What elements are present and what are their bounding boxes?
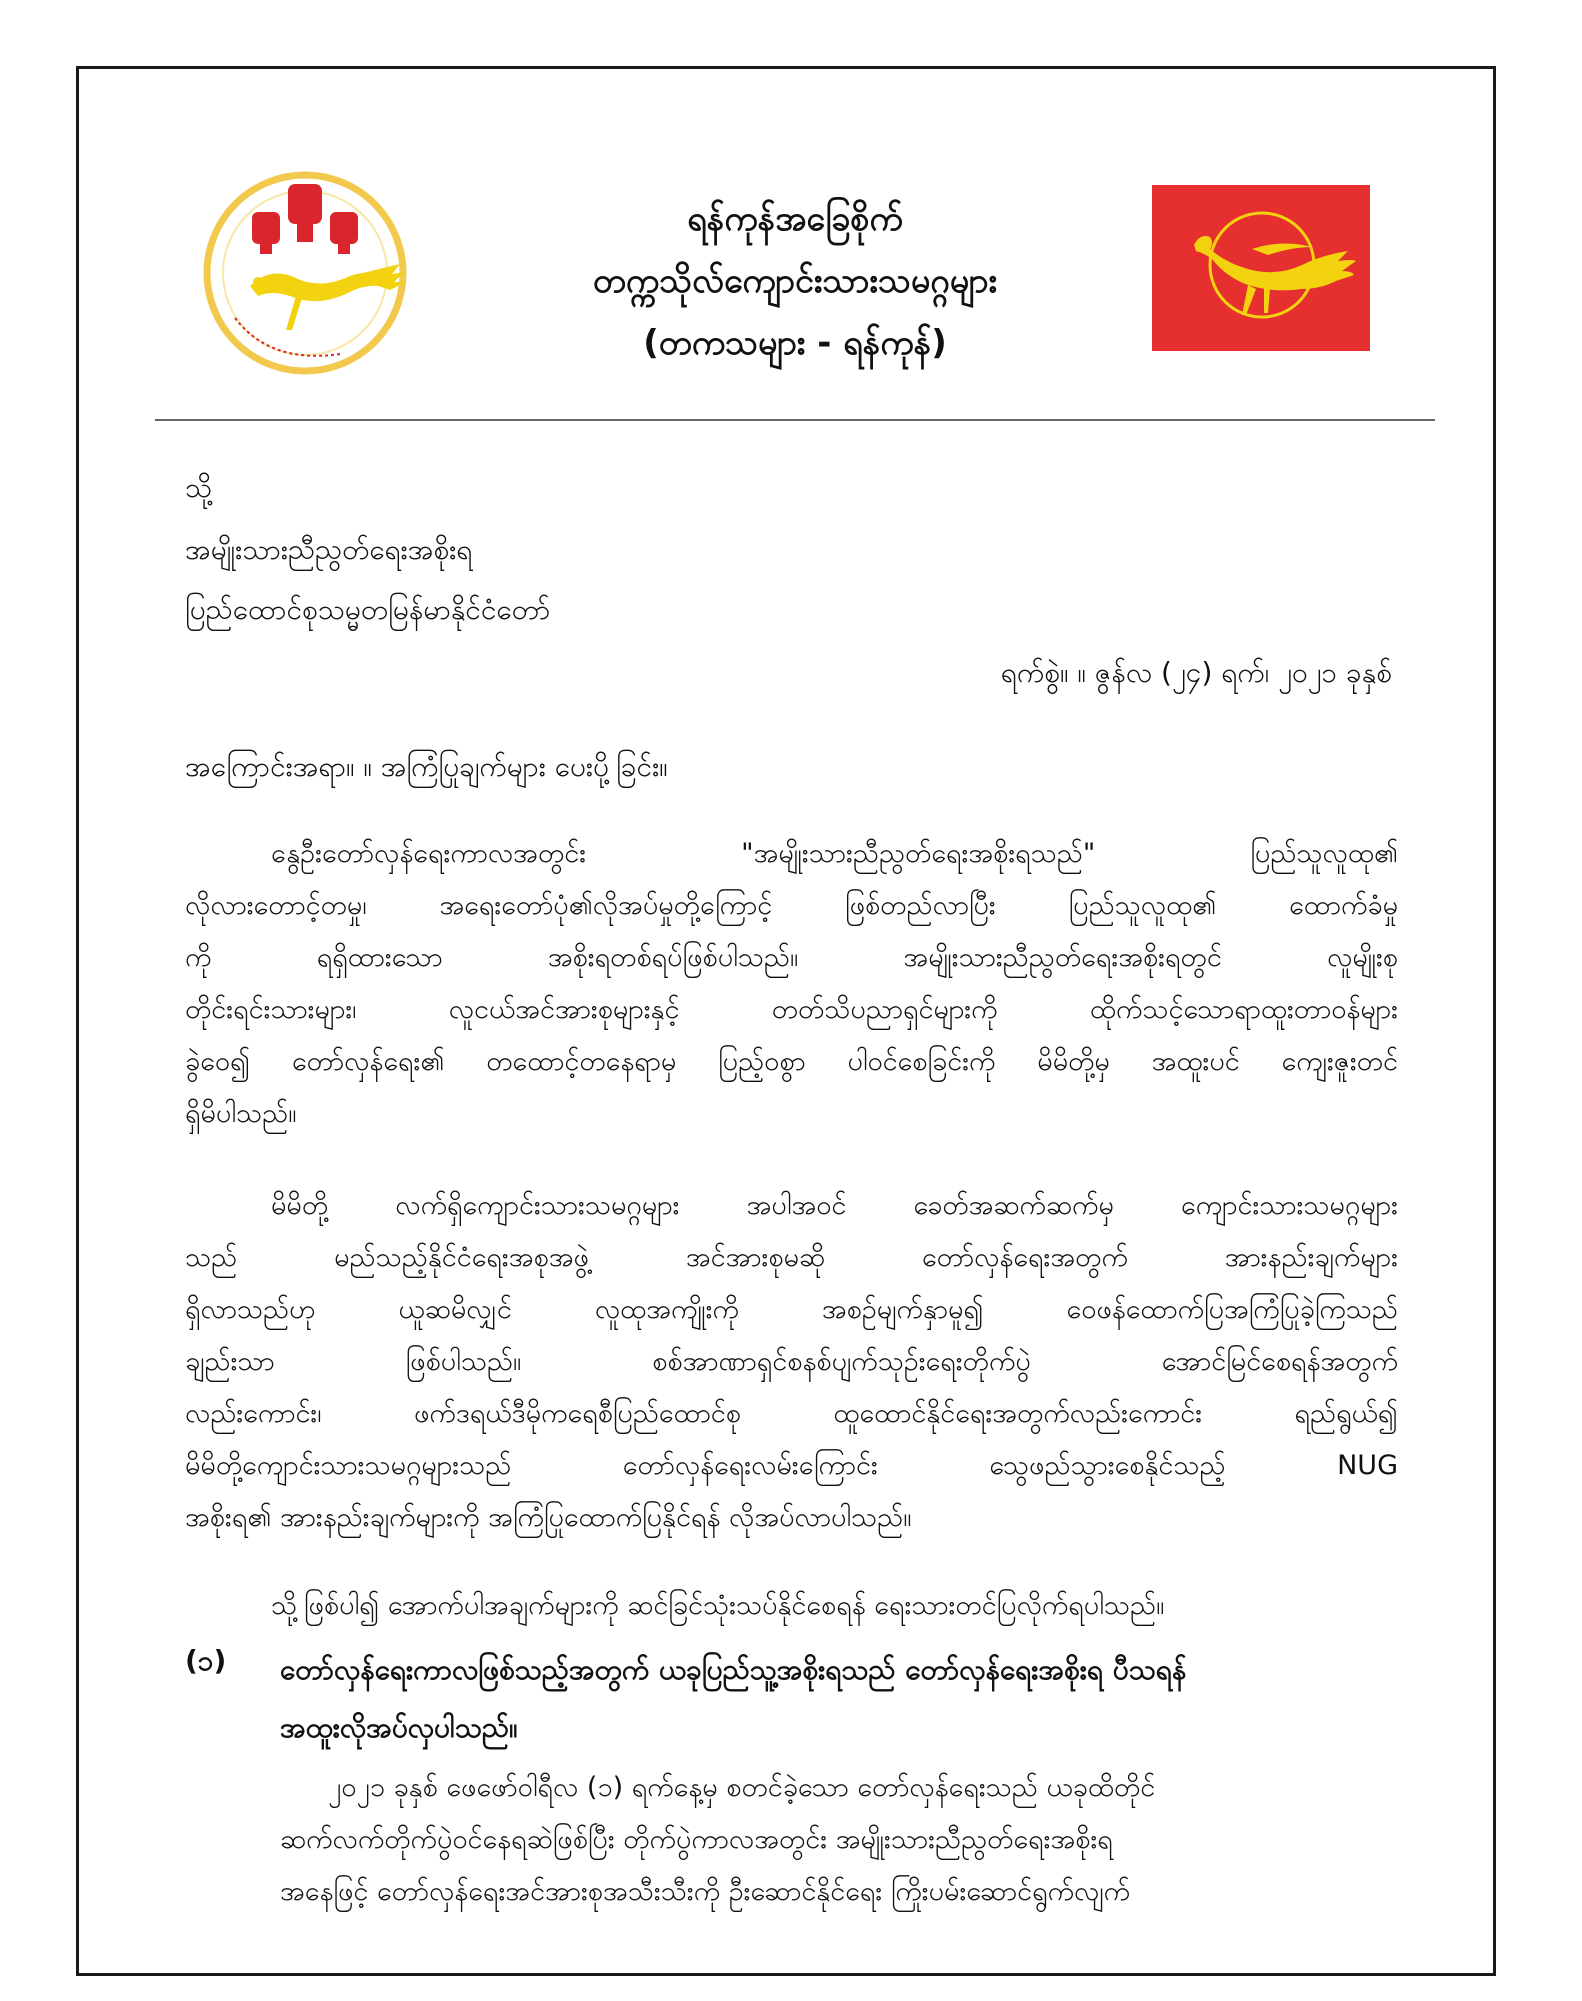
paragraph-line: အစိုးရ၏ အားနည်းချက်များကို အကြံပြုထောက်ပြနိုင်ရန် လိုအပ်လာပါသည်။ — [185, 1502, 912, 1533]
paragraph-line: ရှိမိပါသည်။ — [185, 1098, 297, 1129]
paragraph-line: ဆက်လက်တိုက်ပွဲဝင်နေရဆဲဖြစ်ပြီး တိုက်ပွဲကာလအတွင်း အမျိုးသားညီညွတ်ရေးအစိုးရ — [280, 1824, 1113, 1855]
date: ရက်စွဲ။ ။ ဇွန်လ (၂၄) ရက်၊ ၂၀၂၁ ခုနှစ် — [1000, 656, 1392, 689]
point-1 — [185, 1642, 1398, 1762]
paragraph-1 — [185, 828, 1398, 1140]
paragraph-line: ကို ရရှိထားသော အစိုးရတစ်ရပ်ဖြစ်ပါသည်။ အမျိုးသားညီညွတ်ရေးအစိုးရတွင် လူမျိုးစု — [185, 942, 1398, 973]
subject: အကြောင်းအရာ။ ။ အကြံပြုချက်များ ပေးပို့ခြင်း။ — [185, 750, 668, 783]
paragraph-3 — [185, 1580, 1398, 1632]
recipient: အမျိုးသားညီညွတ်ရေးအစိုးရ — [185, 533, 473, 566]
point-1-body — [280, 1762, 1398, 1918]
paragraph-line: သည် မည်သည့်နိုင်ငံရေးအစုအဖွဲ့ အင်အားစုမဆို တော်လှန်ရေးအတွက် အားနည်းချက်များ — [185, 1242, 1398, 1273]
paragraph-line: သို့ဖြစ်ပါ၍ အောက်ပါအချက်များကို ဆင်ခြင်သုံးသပ်နိုင်စေရန် ရေးသားတင်ပြလိုက်ရပါသည်။ — [271, 1590, 1165, 1621]
paragraph-line: တိုင်းရင်းသားများ၊ လူငယ်အင်အားစုများနှင့် တတ်သိပညာရှင်များကို ထိုက်သင့်သောရာထူးတာဝန်များ — [185, 994, 1398, 1025]
country: ပြည်ထောင်စုသမ္မတမြန်မာနိုင်ငံတော် — [185, 593, 551, 626]
paragraph-line: ခွဲဝေ၍ တော်လှန်ရေး၏ တထောင့်တနေရာမှ ပြည့်ဝစွာ ပါဝင်စေခြင်းကို မိမိတို့မှ အထူးပင် ကျေးဇူးတင် — [185, 1046, 1398, 1077]
paragraph-line: ချည်းသာ ဖြစ်ပါသည်။ စစ်အာဏာရှင်စနစ်ပျက်သုဉ်းရေးတိုက်ပွဲ အောင်မြင်စေရန်အတွက် — [185, 1346, 1398, 1377]
paragraph-line: လိုလားတောင့်တမှု၊ အရေးတော်ပုံ၏လိုအပ်မှုတို့ကြောင့် ဖြစ်တည်လာပြီး ပြည်သူလူထု၏ ထောက်ခံမှု — [185, 890, 1398, 921]
point-heading-line-1: တော်လှန်ရေးကာလဖြစ်သည့်အတွက် ယခုပြည်သူ့အစိုးရသည် တော်လှန်ရေးအစိုးရ ပီသရန် — [280, 1653, 1187, 1686]
paragraph-line: နွေဦးတော်လှန်ရေးကာလအတွင်း "အမျိုးသားညီညွတ်ရေးအစိုးရသည်" ပြည်သူလူထု၏ — [271, 838, 1398, 869]
paragraph-line: မိမိတို့ လက်ရှိကျောင်းသားသမဂ္ဂများ အပါအဝင် ခေတ်အဆက်ဆက်မှ ကျောင်းသားသမဂ္ဂများ — [271, 1190, 1398, 1221]
paragraph-line: ရှိလာသည်ဟု ယူဆမိလျှင် လူထုအကျိုးကို အစဉ်မျက်နှာမူ၍ ဝေဖန်ထောက်ပြအကြံပြုခဲ့ကြသည် — [185, 1294, 1398, 1325]
paragraph-line: အနေဖြင့် တော်လှန်ရေးအင်အားစုအသီးသီးကို ဦးဆောင်နိုင်ရေး ကြိုးပမ်းဆောင်ရွက်လျက် — [280, 1876, 1131, 1907]
paragraph-line: လည်းကောင်း၊ ဖက်ဒရယ်ဒီမိုကရေစီပြည်ထောင်စု ထူထောင်နိုင်ရေးအတွက်လည်းကောင်း ရည်ရွယ်၍ — [185, 1398, 1398, 1429]
paragraph-2 — [185, 1180, 1398, 1544]
title-line-1: ရန်ကုန်အခြေစိုက် — [687, 199, 903, 239]
paragraph-line: မိမိတို့ကျောင်းသားသမဂ္ဂများသည် တော်လှန်ရေးလမ်းကြောင်း သွေဖည်သွားစေနိုင်သည့် NUG — [185, 1450, 1398, 1481]
point-number: (၁) — [185, 1644, 227, 1677]
union-logo — [200, 168, 410, 378]
title-line-3: (တကသများ - ရန်ကုန်) — [643, 323, 947, 363]
title-line-2: တက္ကသိုလ်ကျောင်းသားသမဂ္ဂများ — [592, 261, 998, 301]
fighting-peacock-flag-icon — [1152, 185, 1370, 351]
header-divider — [155, 419, 1435, 421]
point-heading-line-2: အထူးလိုအပ်လှပါသည်။ — [280, 1711, 518, 1744]
letterhead-title — [480, 188, 1110, 374]
to-label: သို့ — [185, 471, 213, 504]
peacock-flag — [1152, 185, 1370, 351]
paragraph-line: ၂၀၂၁ ခုနှစ် ဖေဖော်ဝါရီလ (၁) ရက်နေ့မှ စတင်ခဲ့သော တော်လှန်ရေးသည် ယခုထိတိုင် — [328, 1772, 1156, 1803]
